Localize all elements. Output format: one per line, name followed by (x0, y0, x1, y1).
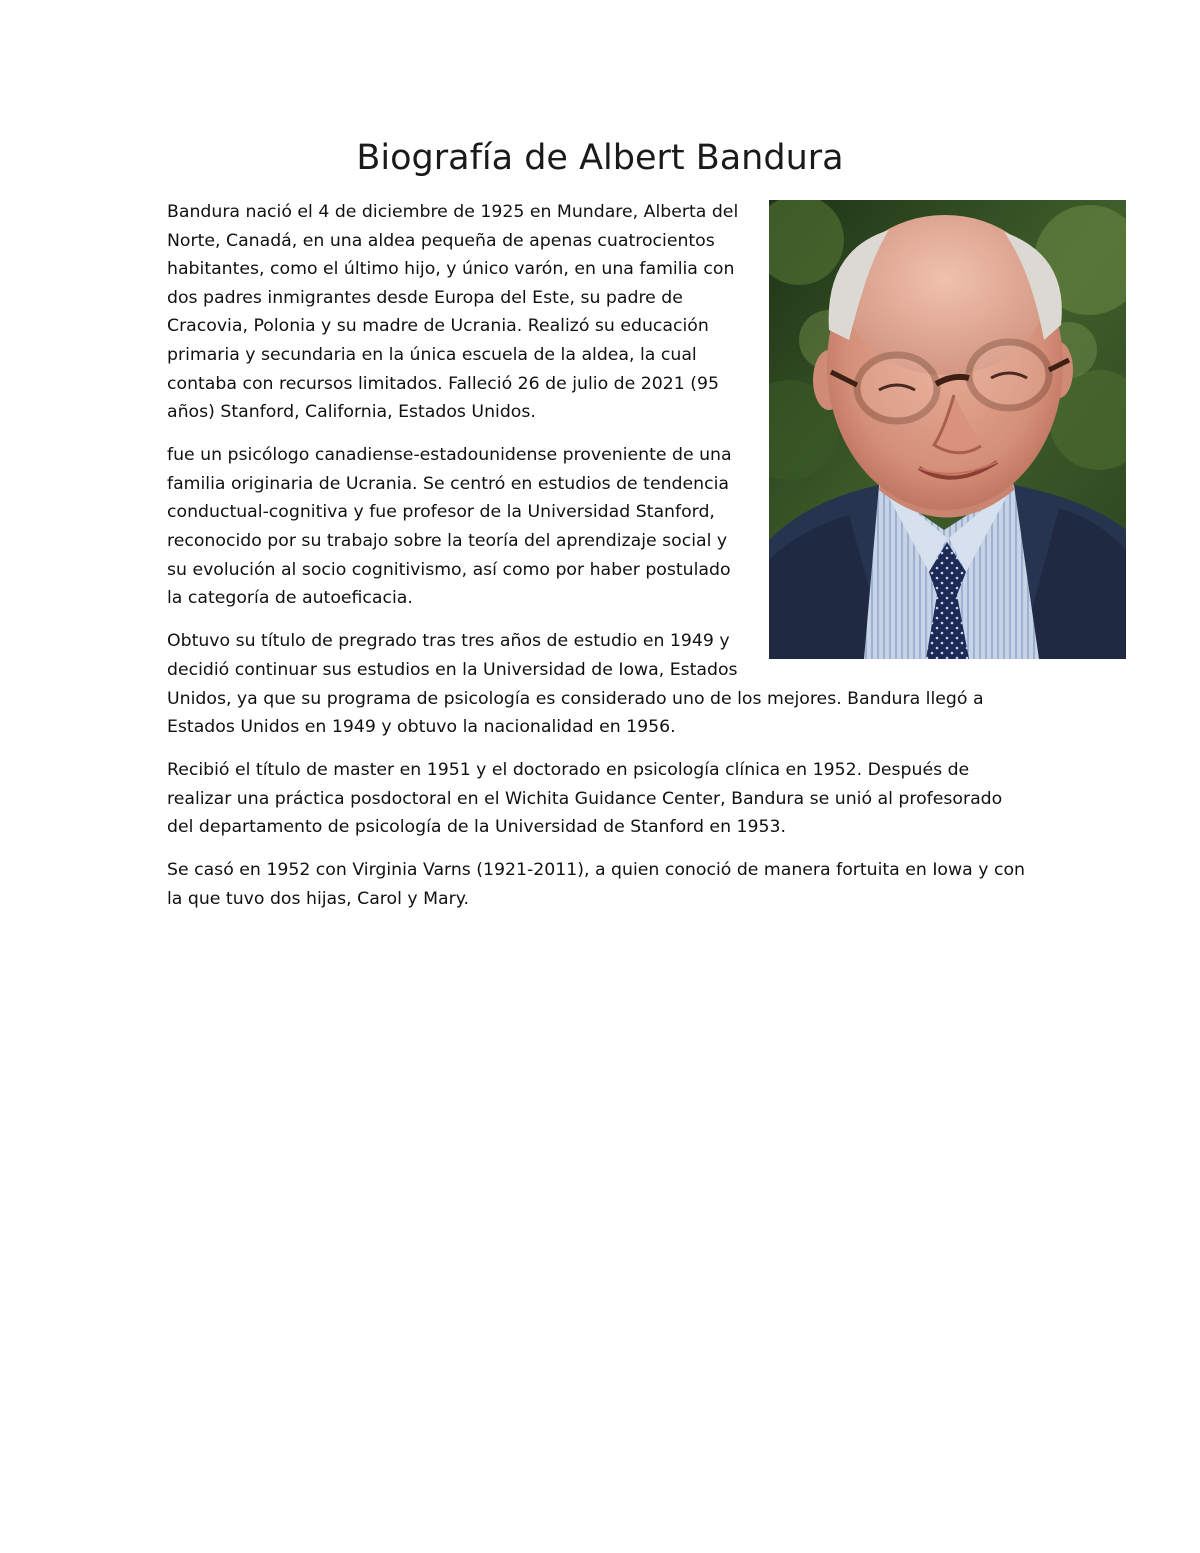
text-line: familia originaria de Ucrania. Se centró en estudios de tendencia (167, 473, 729, 494)
text-line: la que tuvo dos hijas, Carol y Mary. (167, 889, 469, 910)
text-line: realizar una práctica posdoctoral en el Wichita Guidance Center, Bandura se unió al profesorado (167, 788, 1003, 809)
text-line: Recibió el título de master en 1951 y el doctorado en psicología clínica en 1952. Después de (167, 760, 970, 781)
text-line: fue un psicólogo canadiense-estadounidense proveniente de una (167, 445, 732, 466)
text-line: su evolución al socio cognitivismo, así como por haber postulado (167, 559, 731, 580)
text-line: contaba con recursos limitados. Falleció 26 de julio de 2021 (95 (167, 373, 719, 394)
text-line: Norte, Canadá, en una aldea pequeña de apenas cuatrocientos (167, 230, 715, 251)
text-line: primaria y secundaria en la única escuela de la aldea, la cual (167, 344, 697, 365)
portrait-photo-icon (769, 200, 1126, 659)
paragraph-degrees (167, 756, 1067, 842)
paragraph-family (167, 856, 1067, 913)
text-line: decidió continuar sus estudios en la Universidad de Iowa, Estados (167, 659, 738, 680)
text-line: Bandura nació el 4 de diciembre de 1925 en Mundare, Alberta del (167, 202, 739, 222)
text-line: conductual-cognitiva y fue profesor de la Universidad Stanford, (167, 502, 715, 523)
text-line: del departamento de psicología de la Universidad de Stanford en 1953. (167, 817, 786, 838)
page-title: Biografía de Albert Bandura (356, 138, 844, 178)
text-line: Estados Unidos en 1949 y obtuvo la nacionalidad en 1956. (167, 717, 676, 738)
text-line: reconocido por su trabajo sobre la teoría del aprendizaje social y (167, 531, 728, 552)
text-line: la categoría de autoeficacia. (167, 588, 413, 609)
text-line: años) Stanford, California, Estados Unidos. (167, 402, 536, 423)
text-line: Se casó en 1952 con Virginia Varns (1921-2011), a quien conoció de manera fortuita en Iowa y con (167, 860, 1025, 881)
text-line: Obtuvo su título de pregrado tras tres años de estudio en 1949 y (167, 631, 730, 652)
text-line: habitantes, como el último hijo, y único varón, en una familia con (167, 259, 735, 280)
text-line: Cracovia, Polonia y su madre de Ucrania. Realizó su educación (167, 316, 709, 337)
text-line: Unidos, ya que su programa de psicología es considerado uno de los mejores. Bandura llegó a (167, 688, 984, 709)
text-line: dos padres inmigrantes desde Europa del Este, su padre de (167, 287, 683, 308)
